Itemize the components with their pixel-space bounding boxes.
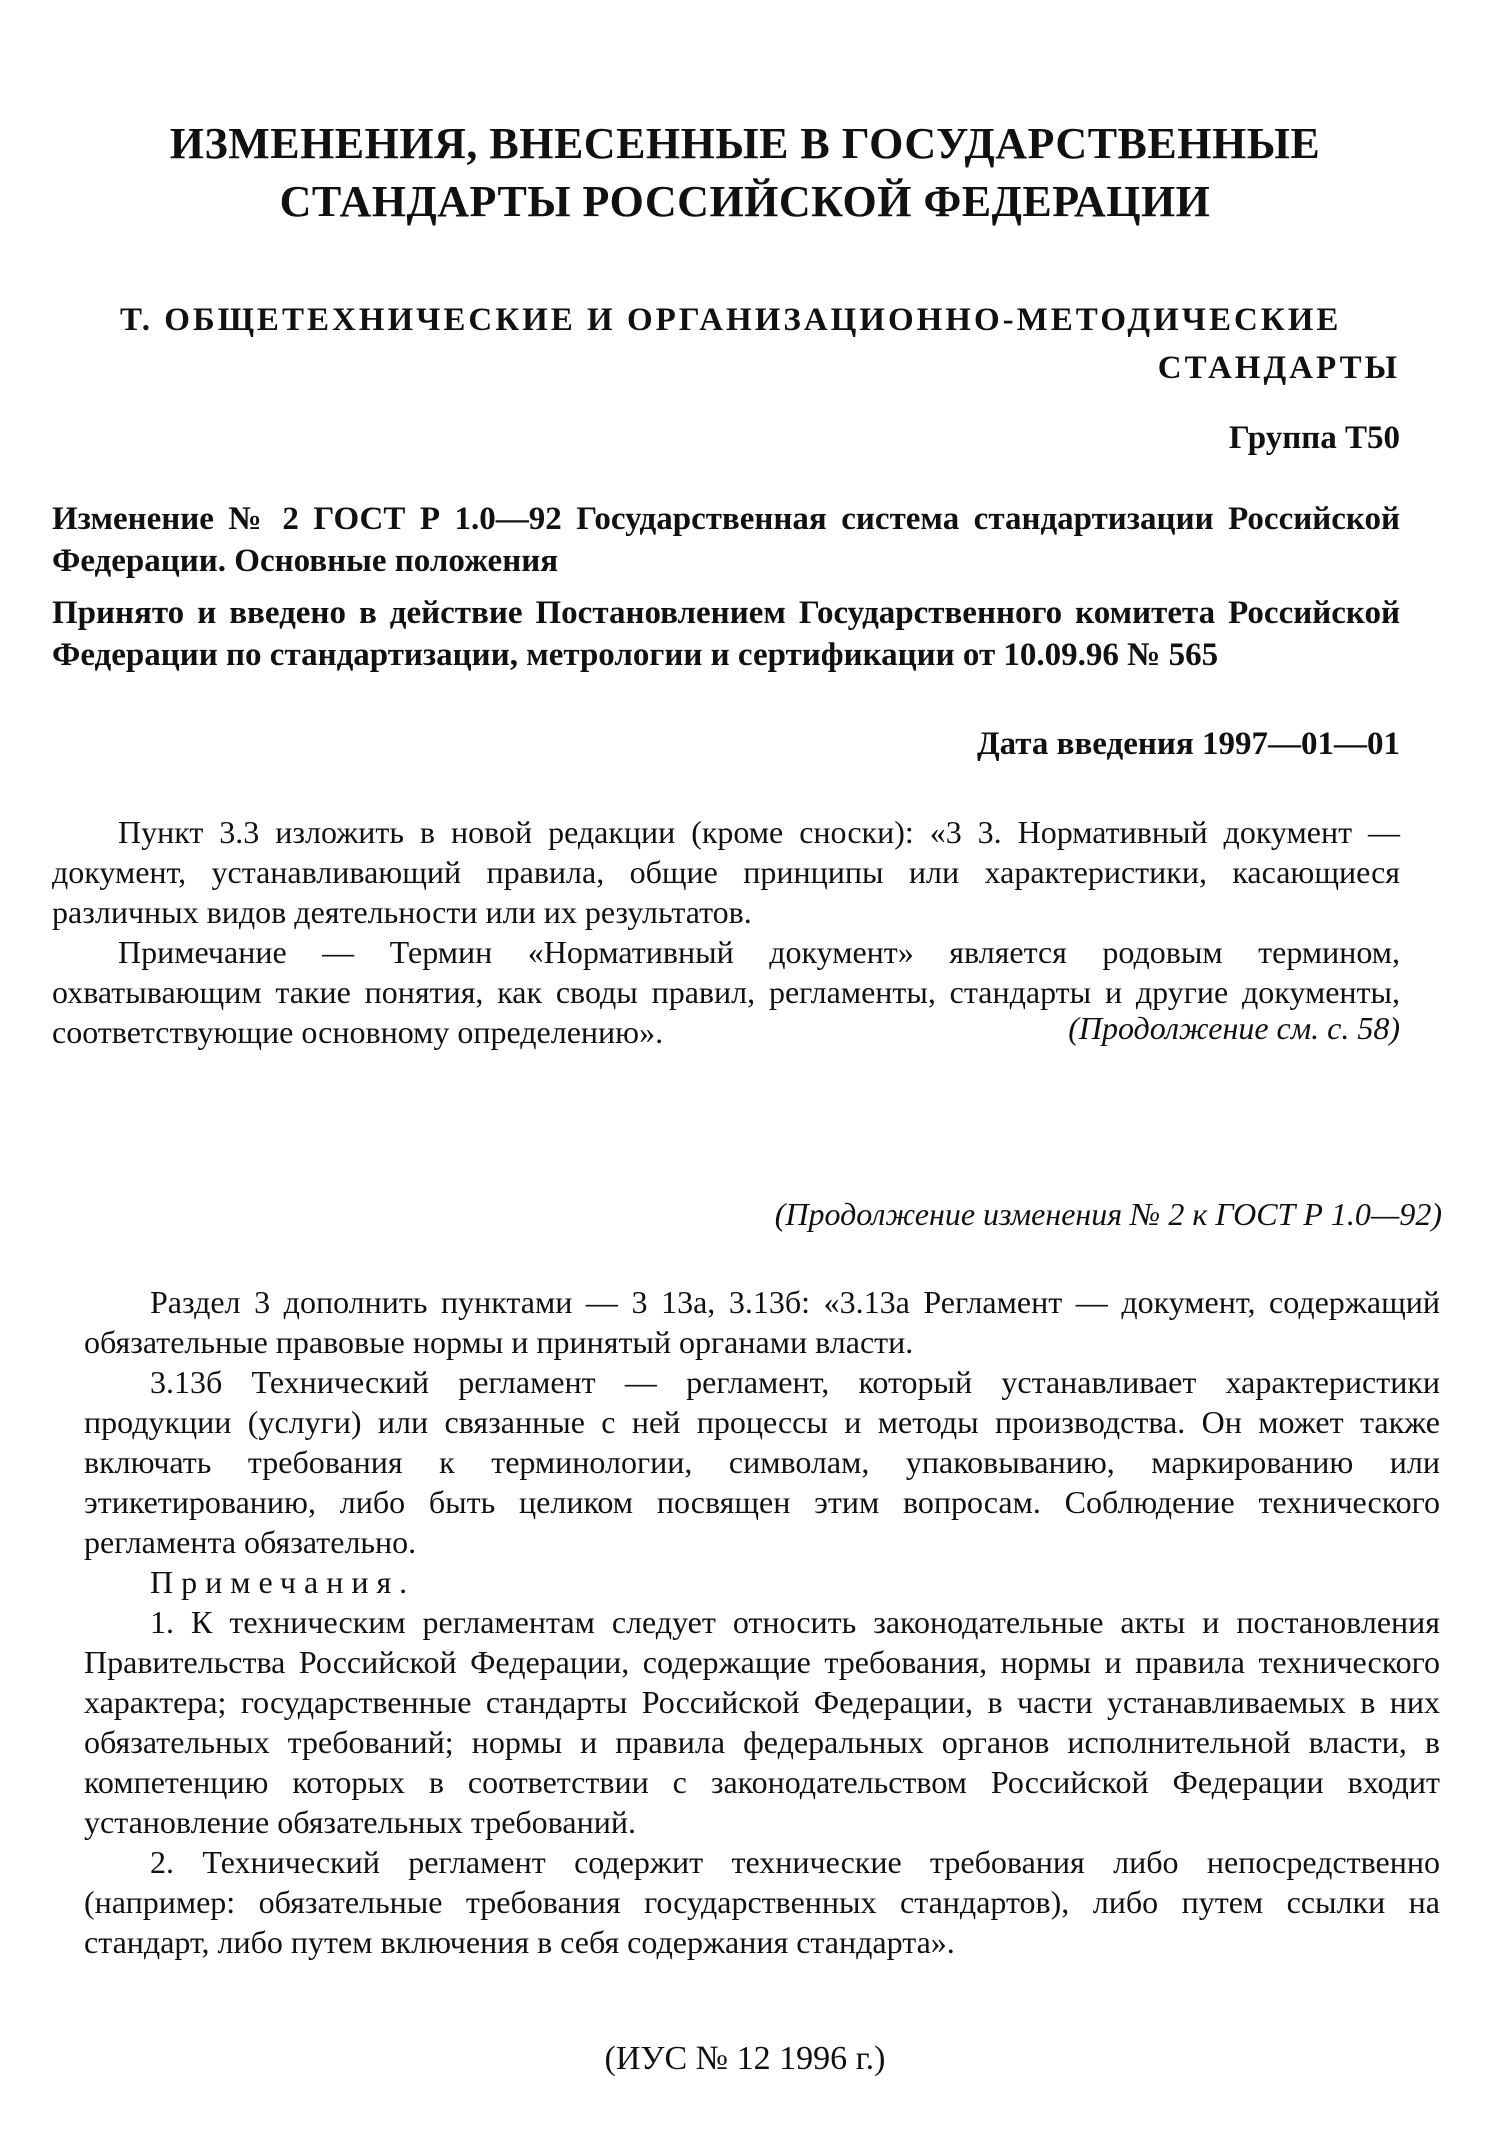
note-2: 2. Технический регламент содержит технические требования либо непосредственно (например: обязательные требования государственных стандартов), либо путем ссылки на стандарт, либо путем включения в себя содержания стандарта».	[84, 1844, 1440, 1960]
adoption-statement: Принято и введено в действие Постановлением Государственного комитета Российской Федерации по стандартизации, метрологии и сертификации от 10.09.96 № 565	[52, 595, 1400, 673]
introduction-date: Дата введения 1997—01—01	[976, 726, 1400, 762]
paragraph-note: Примечание — Термин «Нормативный документ» является родовым термином, охватывающим такие понятия, как своды правил, регламенты, стандарты и другие документы, соответствующие основному определению».	[52, 934, 1400, 1050]
amendment-title: Изменение № 2 ГОСТ Р 1.0—92 Государственная система стандартизации Российской Федерации. Основные положения	[52, 501, 1400, 579]
title-line-2: СТАНДАРТЫ РОССИЙСКОЙ ФЕДЕРАЦИИ	[279, 177, 1211, 226]
note-1: 1. К техническим регламентам следует относить законодательные акты и постановления Правительства Российской Федерации, содержащие требования, нормы и правила технического характера; государственные стандарты Российской Федерации, в части устанавливаемых в них обязательных требований; нормы и правила федеральных органов исполнительной власти, в компетенцию которых в соответствии с законодательством Российской Федерации входит установление обязательных требований.	[84, 1604, 1440, 1840]
publication-reference: (ИУС № 12 1996 г.)	[604, 2040, 886, 2077]
continuation-header: (Продолжение изменения № 2 к ГОСТ Р 1.0—92)	[774, 1196, 1442, 1232]
notes-label: Примечания.	[150, 1564, 416, 1600]
section-heading	[120, 296, 1400, 392]
paragraph-clause-3-3: Пункт 3.3 изложить в новой редакции (кроме сноски): «3 3. Нормативный документ — документ, устанавливающий правила, общие принципы или характеристики, касающиеся различных видов деятельности или их результатов.	[52, 814, 1400, 930]
title-line-1: ИЗМЕНЕНИЯ, ВНЕСЕННЫЕ В ГОСУДАРСТВЕННЫЕ	[169, 119, 1321, 168]
paragraph-technical-regulation: 3.13б Технический регламент — регламент, который устанавливает характеристики продукции (услуги) или связанные с ней процессы и методы производства. Он может также включать требования к терминологии, символам, упаковыванию, маркированию или этикетированию, либо быть целиком посвящен этим вопросам. Соблюдение технического регламента обязательно.	[84, 1364, 1440, 1560]
continued-note: (Продолжение см. с. 58)	[1068, 1010, 1400, 1046]
section-heading-line-1: Т. ОБЩЕТЕХНИЧЕСКИЕ И ОРГАНИЗАЦИОННО-МЕТОДИЧЕСКИЕ	[120, 302, 1342, 338]
paragraph-section-3-additions: Раздел 3 дополнить пунктами — 3 13а, 3.13б: «3.13а Регламент — документ, содержащий обязательные правовые нормы и принятый органами власти.	[84, 1284, 1440, 1360]
section-heading-line-2: СТАНДАРТЫ	[1157, 350, 1400, 386]
group-code: Группа Т50	[1228, 420, 1400, 456]
amendment-text-part-2	[84, 1282, 1440, 1962]
document-title	[0, 115, 1490, 231]
